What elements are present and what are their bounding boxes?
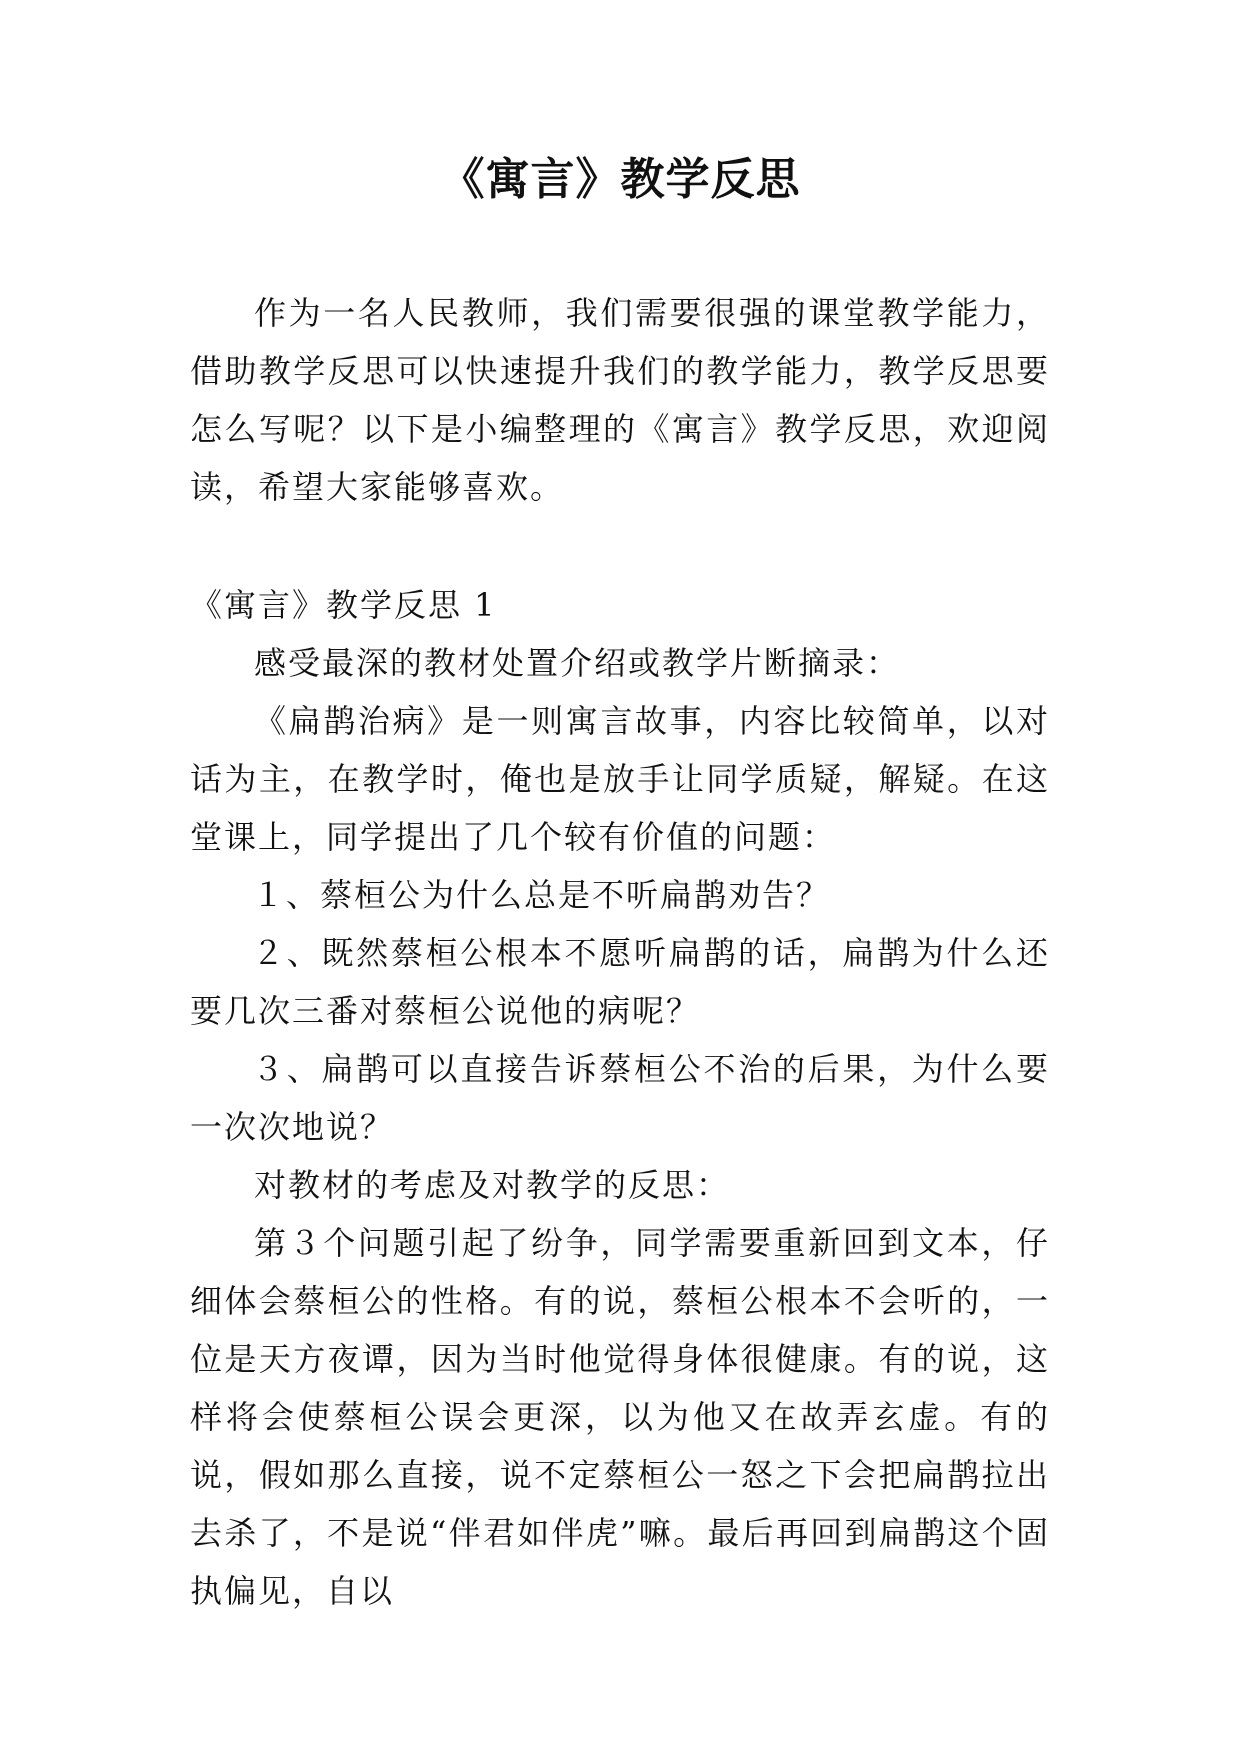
question-item: ３、扁鹊可以直接告诉蔡桓公不治的后果，为什么要一次次地说？ (190, 1050, 1050, 1146)
section-heading: 《寓言》教学反思 1 (190, 586, 497, 624)
question-item: １、蔡桓公为什么总是不听扁鹊劝告？ (252, 876, 831, 914)
excerpt-paragraph: 《扁鹊治病》是一则寓言故事，内容比较简单，以对话为主，在教学时，俺也是放手让同学质疑，解疑。在这堂课上，同学提出了几个较有价值的问题： (190, 702, 1050, 856)
reflection-paragraph: 第３个问题引起了纷争，同学需要重新回到文本，仔细体会蔡桓公的性格。有的说，蔡桓公根本不会听的，一位是天方夜谭，因为当时他觉得身体很健康。有的说，这样将会使蔡桓公误会更深，以为他又在故弄玄虚。有的说，假如那么直接，说不定蔡桓公一怒之下会把扁鹊拉出去杀了，不是说“伴君如伴虎”嘛。最后再回到扁鹊这个固执偏见，自以 (190, 1224, 1050, 1610)
document-title: 《寓言》教学反思 (440, 154, 801, 205)
intro-paragraph: 作为一名人民教师，我们需要很强的课堂教学能力，借助教学反思可以快速提升我们的教学能力，教学反思要怎么写呢？以下是小编整理的《寓言》教学反思，欢迎阅读，希望大家能够喜欢。 (190, 294, 1050, 506)
section-label-reflection: 对教材的考虑及对教学的反思： (254, 1166, 731, 1204)
document-body (190, 284, 1050, 1620)
question-item: ２、既然蔡桓公根本不愿听扁鹊的话，扁鹊为什么还要几次三番对蔡桓公说他的病呢？ (190, 934, 1050, 1030)
section-label-excerpt: 感受最深的教材处置介绍或教学片断摘录： (254, 644, 901, 682)
